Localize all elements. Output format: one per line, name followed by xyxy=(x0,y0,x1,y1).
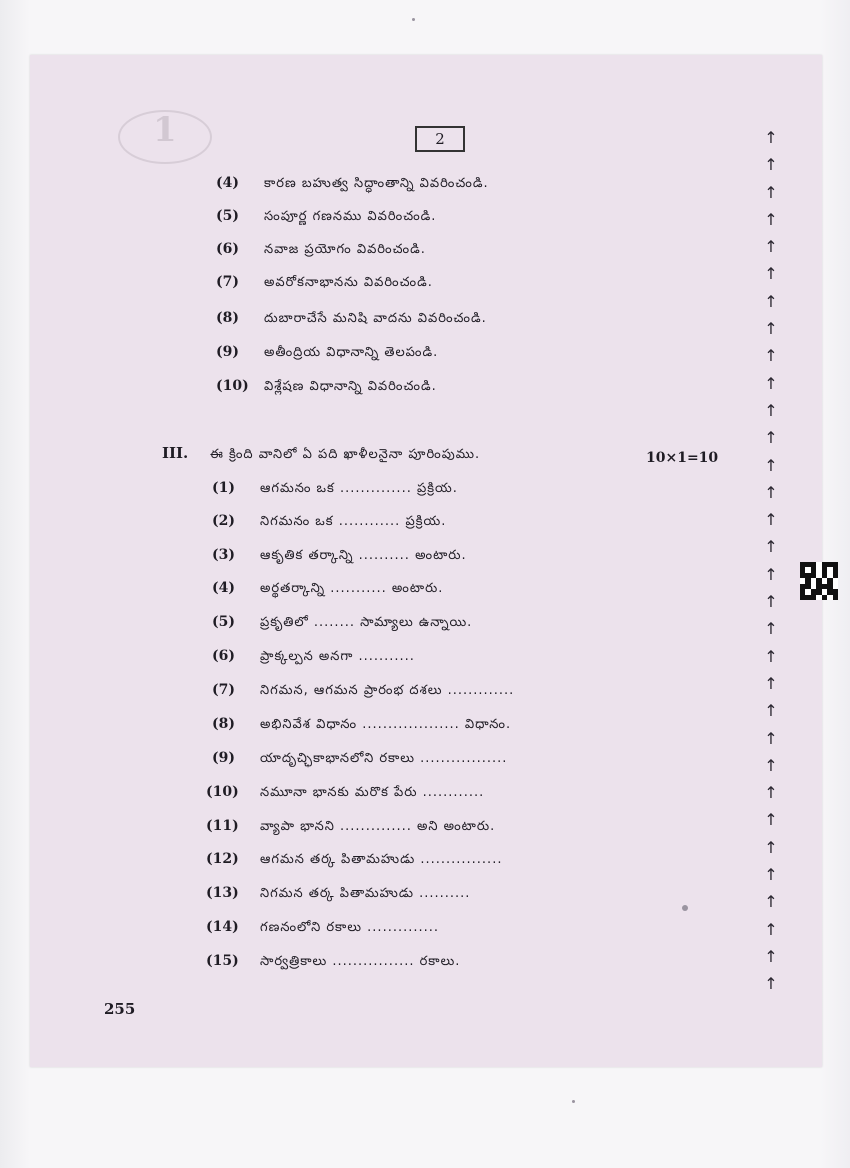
question-number: (7) xyxy=(212,682,235,698)
scan-speck xyxy=(572,1100,575,1103)
question-text: వ్యాపా భానని .............. అని అంటారు. xyxy=(260,819,496,834)
up-arrow-icon: ↑ xyxy=(764,919,778,939)
question-number: (8) xyxy=(212,716,235,732)
question-number: (6) xyxy=(216,241,239,257)
up-arrow-icon: ↑ xyxy=(764,564,778,584)
blank-item xyxy=(212,580,443,599)
question-number: (7) xyxy=(216,274,239,290)
question-text: సార్వత్రికాలు ................ రకాలు. xyxy=(260,954,461,969)
margin-arrows xyxy=(759,124,783,998)
up-arrow-icon: ↑ xyxy=(764,728,778,748)
up-arrow-icon: ↑ xyxy=(764,155,778,175)
question-text: కారణ బహుత్వ సిద్ధాంతాన్ని వివరించండి. xyxy=(264,176,489,191)
question-number: (10) xyxy=(206,784,239,800)
blank-item xyxy=(212,547,467,566)
page-box: 2 xyxy=(415,126,465,152)
blank-item xyxy=(212,682,514,701)
question-item xyxy=(216,310,487,329)
question-text: అర్థతర్కాన్ని ........... అంటారు. xyxy=(260,581,444,596)
question-text: ఆకృతిక తర్కాన్ని .......... అంటారు. xyxy=(260,548,467,563)
question-text: యాదృచ్ఛికాభానలోని రకాలు ................. xyxy=(260,751,508,766)
up-arrow-icon: ↑ xyxy=(764,319,778,339)
question-text: ఆగమన తర్క పితామహుడు ................ xyxy=(260,852,503,867)
up-arrow-icon: ↑ xyxy=(764,128,778,147)
question-number: (5) xyxy=(212,614,235,630)
up-arrow-icon: ↑ xyxy=(764,810,778,830)
up-arrow-icon: ↑ xyxy=(764,946,778,966)
question-number: (10) xyxy=(216,378,249,394)
question-text: నిగమన, ఆగమన ప్రారంభ దశలు ............. xyxy=(260,683,515,698)
up-arrow-icon: ↑ xyxy=(764,701,778,721)
question-text: అతీంద్రియ విధానాన్ని తెలపండి. xyxy=(264,345,439,360)
section-instruction: ఈ క్రింది వానిలో ఏ పది ఖాళీలనైనా పూరింపుము. xyxy=(210,447,481,462)
blank-item xyxy=(206,784,484,803)
up-arrow-icon: ↑ xyxy=(764,209,778,229)
question-item xyxy=(216,208,436,227)
up-arrow-icon: ↑ xyxy=(764,373,778,393)
question-number: (4) xyxy=(216,175,239,191)
question-text: సంపూర్ణ గణనము వివరించండి. xyxy=(264,209,437,224)
up-arrow-icon: ↑ xyxy=(764,346,778,366)
question-number: (3) xyxy=(212,547,235,563)
question-text: నవాజ ప్రయోగం వివరించండి. xyxy=(264,242,426,257)
blank-item xyxy=(212,480,458,499)
up-arrow-icon: ↑ xyxy=(764,646,778,666)
question-item xyxy=(216,344,438,363)
qr-code xyxy=(800,562,838,600)
question-number: (2) xyxy=(212,513,235,529)
question-number: (12) xyxy=(206,851,239,867)
qr-module xyxy=(833,595,838,600)
up-arrow-icon: ↑ xyxy=(764,974,778,994)
up-arrow-icon: ↑ xyxy=(764,673,778,693)
up-arrow-icon: ↑ xyxy=(764,428,778,448)
question-number: (11) xyxy=(206,818,239,834)
blank-item xyxy=(212,648,415,667)
up-arrow-icon: ↑ xyxy=(764,400,778,420)
up-arrow-icon: ↑ xyxy=(764,619,778,639)
question-text: ఆగమనం ఒక .............. ప్రక్రియ. xyxy=(260,481,458,496)
question-text: ప్రకృతిలో ........ సామ్యాలు ఉన్నాయి. xyxy=(260,615,473,630)
up-arrow-icon: ↑ xyxy=(764,510,778,530)
question-text: నిగమనం ఒక ............ ప్రక్రియ. xyxy=(260,514,447,529)
question-item xyxy=(216,378,437,397)
blank-item xyxy=(206,851,502,870)
question-text: నమూనా భానకు మరొక పేరు ............ xyxy=(260,785,485,800)
question-number: (9) xyxy=(212,750,235,766)
scan-speck xyxy=(682,905,688,911)
up-arrow-icon: ↑ xyxy=(764,482,778,502)
question-text: విశ్లేషణ విధానాన్ని వివరించండి. xyxy=(264,379,437,394)
question-text: ప్రాక్కల్పన అనగా ........... xyxy=(260,649,415,664)
blank-item xyxy=(206,919,439,938)
faint-stamp-mark: 1 xyxy=(153,110,177,150)
question-number: (14) xyxy=(206,919,239,935)
question-text: అభినివేశ విధానం ................... విధానం. xyxy=(260,717,512,732)
blank-item xyxy=(206,818,495,837)
question-number: (5) xyxy=(216,208,239,224)
question-number: (15) xyxy=(206,953,239,969)
question-text: నిగమన తర్క పితామహుడు .......... xyxy=(260,886,471,901)
question-item xyxy=(216,175,489,194)
up-arrow-icon: ↑ xyxy=(764,291,778,311)
up-arrow-icon: ↑ xyxy=(764,837,778,857)
up-arrow-icon: ↑ xyxy=(764,455,778,475)
blank-item xyxy=(212,513,446,532)
up-arrow-icon: ↑ xyxy=(764,264,778,284)
blank-item xyxy=(206,885,470,904)
blank-item xyxy=(212,750,507,769)
section-label: III. xyxy=(162,444,189,462)
scan-speck xyxy=(412,18,415,21)
up-arrow-icon: ↑ xyxy=(764,592,778,612)
section-marks: 10×1=10 xyxy=(646,450,719,466)
question-number: (1) xyxy=(212,480,235,496)
question-text: గణనంలోని రకాలు .............. xyxy=(260,920,440,935)
blank-item xyxy=(212,614,472,633)
up-arrow-icon: ↑ xyxy=(764,237,778,257)
question-number: (9) xyxy=(216,344,239,360)
up-arrow-icon: ↑ xyxy=(764,182,778,202)
up-arrow-icon: ↑ xyxy=(764,755,778,775)
question-item xyxy=(216,241,426,260)
question-number: (8) xyxy=(216,310,239,326)
up-arrow-icon: ↑ xyxy=(764,783,778,803)
page-number: 255 xyxy=(104,1000,136,1018)
question-text: అవరోకనాభానను వివరించండి. xyxy=(264,275,433,290)
up-arrow-icon: ↑ xyxy=(764,892,778,912)
blank-item xyxy=(212,716,511,735)
up-arrow-icon: ↑ xyxy=(764,865,778,885)
question-number: (4) xyxy=(212,580,235,596)
question-number: (13) xyxy=(206,885,239,901)
question-item xyxy=(216,274,433,293)
question-text: దుబారాచేసే మనిషి వాదను వివరించండి. xyxy=(264,311,487,326)
blank-item xyxy=(206,953,460,972)
up-arrow-icon: ↑ xyxy=(764,537,778,557)
question-number: (6) xyxy=(212,648,235,664)
